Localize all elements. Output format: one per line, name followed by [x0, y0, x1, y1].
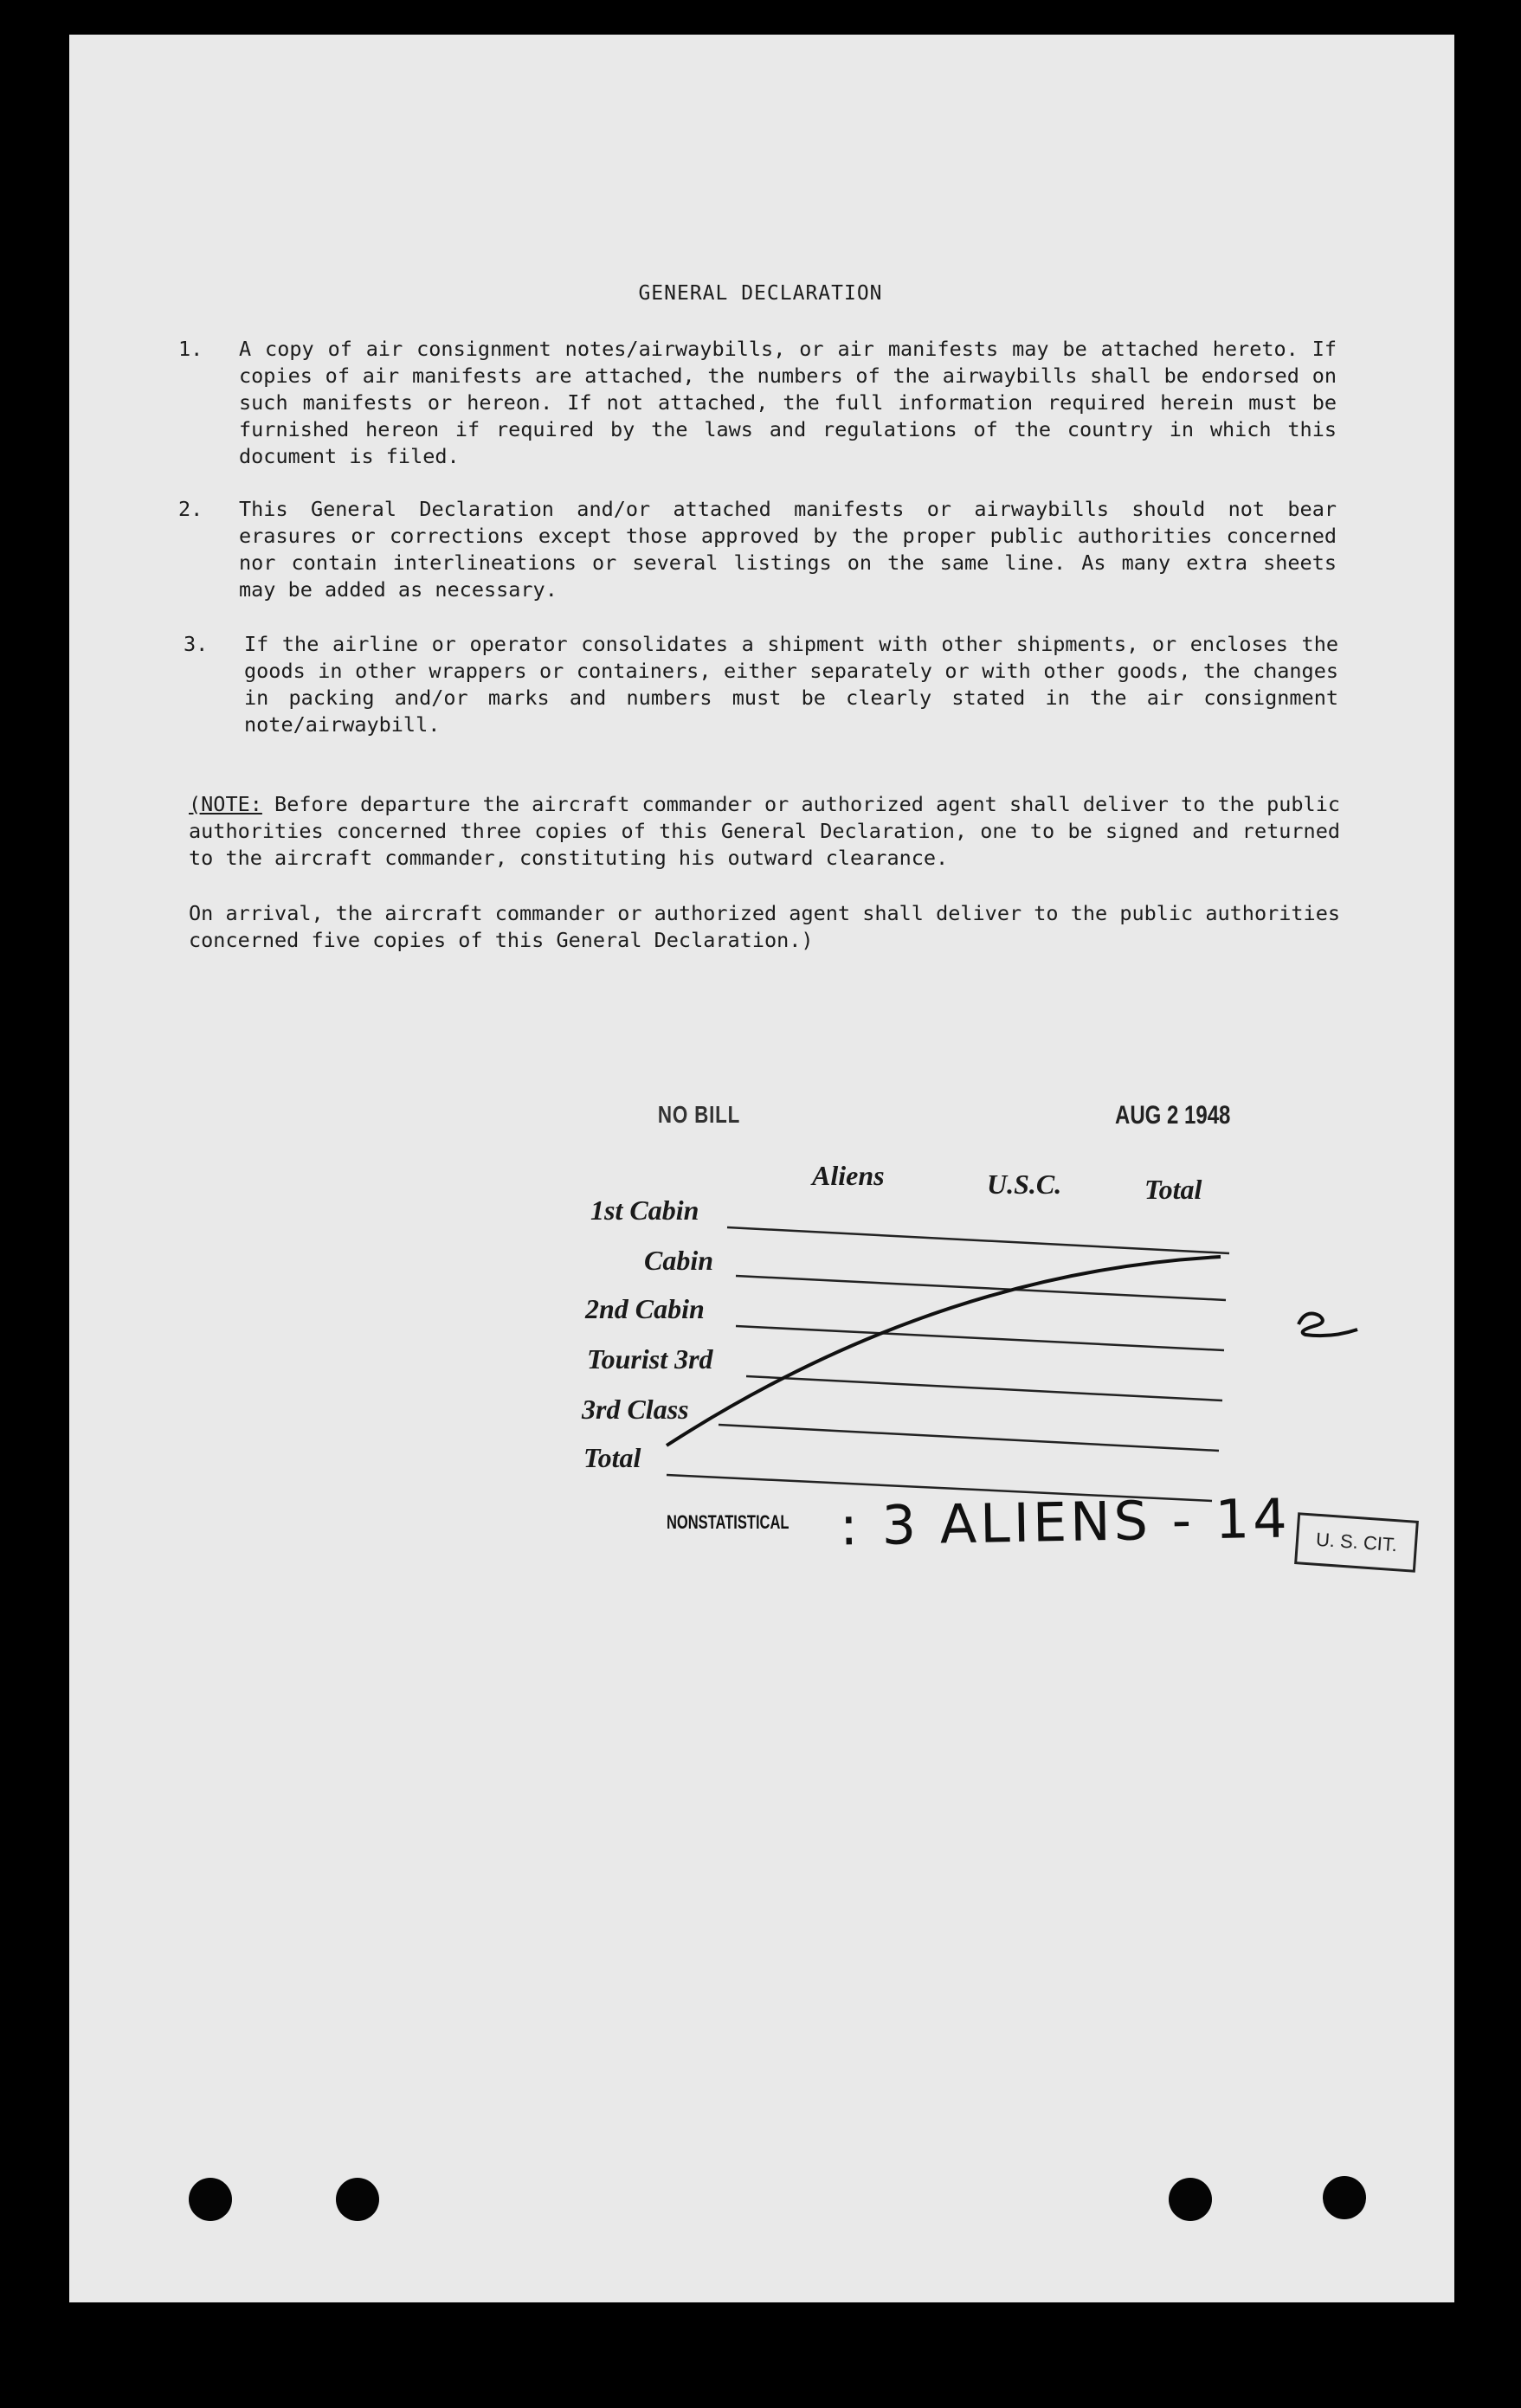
date-stamp: AUG 2 1948	[1115, 1101, 1231, 1130]
note-text: Before departure the aircraft commander or authorized agent shall deliver to the public authorities concerned three copies of this General Declaration, one to be signed and returned to the aircraft commander, constituting his outward clearance.	[189, 792, 1340, 870]
punch-hole	[189, 2178, 232, 2221]
item-number: 2.	[178, 497, 203, 521]
nonstatistical-stamp: NONSTATISTICAL	[667, 1511, 790, 1533]
document-title: GENERAL DECLARATION	[638, 282, 883, 305]
item-text: This General Declaration and/or attached manifests or airwaybills should not bear erasures or corrections except those approved by the proper public authorities concerned nor contain interlineations or several listings on the same line. As many extra sheets may be added as necessary.	[239, 497, 1337, 602]
item-text: If the airline or operator consolidates a shipment with other shipments, or encloses the goods in other wrappers or containers, either separately or with other goods, the changes in packing and/or marks and numbers must be clearly stated in the air consignment note/airwaybill.	[244, 632, 1338, 737]
row-label-1st-cabin: 1st Cabin	[590, 1194, 699, 1226]
check-mark	[1299, 1314, 1357, 1336]
bleed-through-text	[450, 1991, 467, 2042]
item-number: 3.	[184, 632, 209, 656]
us-cit-stamp: U. S. CIT.	[1294, 1512, 1419, 1573]
item-number: 1.	[178, 337, 203, 361]
column-header-aliens: Aliens	[812, 1160, 885, 1191]
arrival-paragraph: On arrival, the aircraft commander or authorized agent shall deliver to the public authorities concerned five copies of this General Declaration.)	[189, 901, 1340, 952]
column-header-usc: U.S.C.	[987, 1169, 1062, 1200]
punch-hole	[336, 2178, 379, 2221]
item-text: A copy of air consignment notes/airwaybills, or air manifests may be attached hereto. If copies of air manifests are attached, the numbers of the airwaybills shall be endorsed on such manifests or hereon. If not attached, the full information required herein must be furnished hereon if required by the laws and regulations of the country in which this document is filed.	[239, 337, 1337, 468]
no-bill-stamp: NO BILL	[657, 1101, 741, 1128]
handwritten-annotation: : 3 ALIENS - 14	[839, 1486, 1292, 1558]
punch-hole	[1169, 2178, 1212, 2221]
row-label-cabin: Cabin	[644, 1245, 714, 1276]
row-label-total: Total	[583, 1442, 641, 1473]
note-label: (NOTE:	[189, 792, 262, 816]
row-label-3rd-class: 3rd Class	[582, 1394, 689, 1425]
punch-hole	[1323, 2176, 1366, 2219]
row-label-tourist-3rd: Tourist 3rd	[587, 1343, 713, 1375]
row-label-2nd-cabin: 2nd Cabin	[585, 1293, 705, 1324]
column-header-total: Total	[1144, 1174, 1202, 1205]
